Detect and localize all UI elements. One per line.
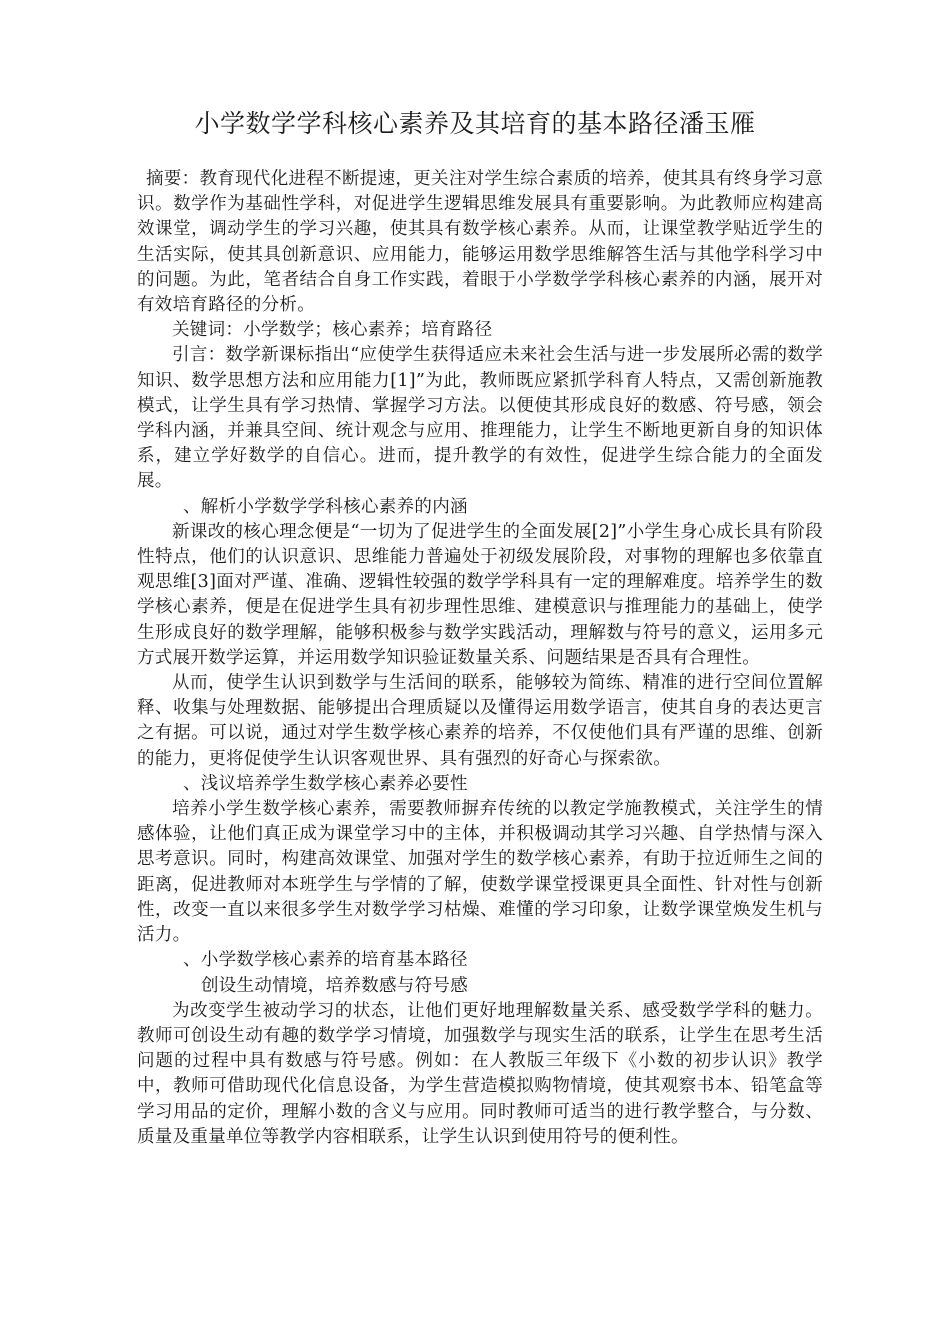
keywords-line: 关键词：小学数学；核心素养；培育路径: [172, 320, 493, 341]
document-body: [137, 167, 823, 1150]
document-title: 小学数学学科核心素养及其培育的基本路径潘玉雁: [194, 109, 756, 138]
section1-paragraph-1: 新课改的核心理念便是“一切为了促进学生的全面发展[2]”小学生身心成长具有阶段性特点，他们的认识意识、思维能力普遍处于初级发展阶段，对事物的理解也多依靠直观思维[3]面对严谨、准确、逻辑性较强的数学学科具有一定的理解难度。培养学生的数学核心素养，便是在促进学生具有初步理性思维、建模意识与推理能力的基础上，使学生形成良好的数学理解，能够积极参与数学实践活动，理解数与符号的意义，运用多元方式展开数学运算，并运用数学知识验证数量关系、问题结果是否具有合理性。: [137, 521, 823, 668]
intro-paragraph: 引言：数学新课标指出“应使学生获得适应未来社会生活与进一步发展所必需的数学知识、数学思想方法和应用能力[1]”为此，教师既应紧抓学科育人特点，又需创新施教模式，让学生具有学习热情、掌握学习方法。以便使其形成良好的数感、符号感，领会学科内涵，并兼具空间、统计观念与应用、推理能力，让学生不断地更新自身的知识体系，建立学好数学的自信心。进而，提升教学的有效性，促进学生综合能力的全面发展。: [137, 345, 823, 492]
section1-paragraph-2: 从而，使学生认识到数学与生活间的联系，能够较为简练、精准的进行空间位置解释、收集与处理数据、能够提出合理质疑以及懂得运用数学语言，使其自身的表达更言之有据。可以说，通过对学生数学核心素养的培养，不仅使他们具有严谨的思维、创新的能力，更将促使学生认识客观世界、具有强烈的好奇心与探索欲。: [137, 673, 823, 769]
section-heading-3: 、小学数学核心素养的培育基本路径: [183, 950, 468, 971]
section3-paragraph-1: 为改变学生被动学习的状态，让他们更好地理解数量关系、感受数学学科的魅力。教师可创设生动有趣的数学学习情境，加强数学与现实生活的联系，让学生在思考生活问题的过程中具有数感与符号感。例如：在人教版三年级下《小数的初步认识》教学中，教师可借助现代化信息设备，为学生营造模拟购物情境，使其观察书本、铅笔盒等学习用品的定价，理解小数的含义与应用。同时教师可适当的进行教学整合，与分数、质量及重量单位等教学内容相联系，让学生认识到使用符号的便利性。: [137, 1000, 823, 1147]
section-heading-1: 、解析小学数学学科核心素养的内涵: [183, 496, 468, 517]
abstract-paragraph: 摘要：教育现代化进程不断提速，更关注对学生综合素质的培养，使其具有终身学习意识。数学作为基础性学科，对促进学生逻辑思维发展具有重要影响。为此教师应构建高效课堂，调动学生的学习兴趣，使其具有数学核心素养。从而，让课堂教学贴近学生的生活实际，使其具创新意识、应用能力，能够运用数学思维解答生活与其他学科学习中的问题。为此，笔者结合自身工作实践，着眼于小学数学学科核心素养的内涵，展开对有效培育路径的分析。: [137, 169, 823, 316]
section-heading-2: 、浅议培养学生数学核心素养必要性: [183, 773, 468, 794]
section2-paragraph-1: 培养小学生数学核心素养，需要教师摒弃传统的以教定学施教模式，关注学生的情感体验，让他们真正成为课堂学习中的主体，并积极调动其学习兴趣、自学热情与深入思考意识。同时，构建高效课堂、加强对学生的数学核心素养，有助于拉近师生之间的距离，促进教师对本班学生与学情的了解，使数学课堂授课更具全面性、针对性与创新性，改变一直以来很多学生对数学学习枯燥、难懂的学习印象，让数学课堂焕发生机与活力。: [137, 799, 823, 946]
subsection-heading-1: 创设生动情境，培养数感与符号感: [201, 975, 468, 996]
